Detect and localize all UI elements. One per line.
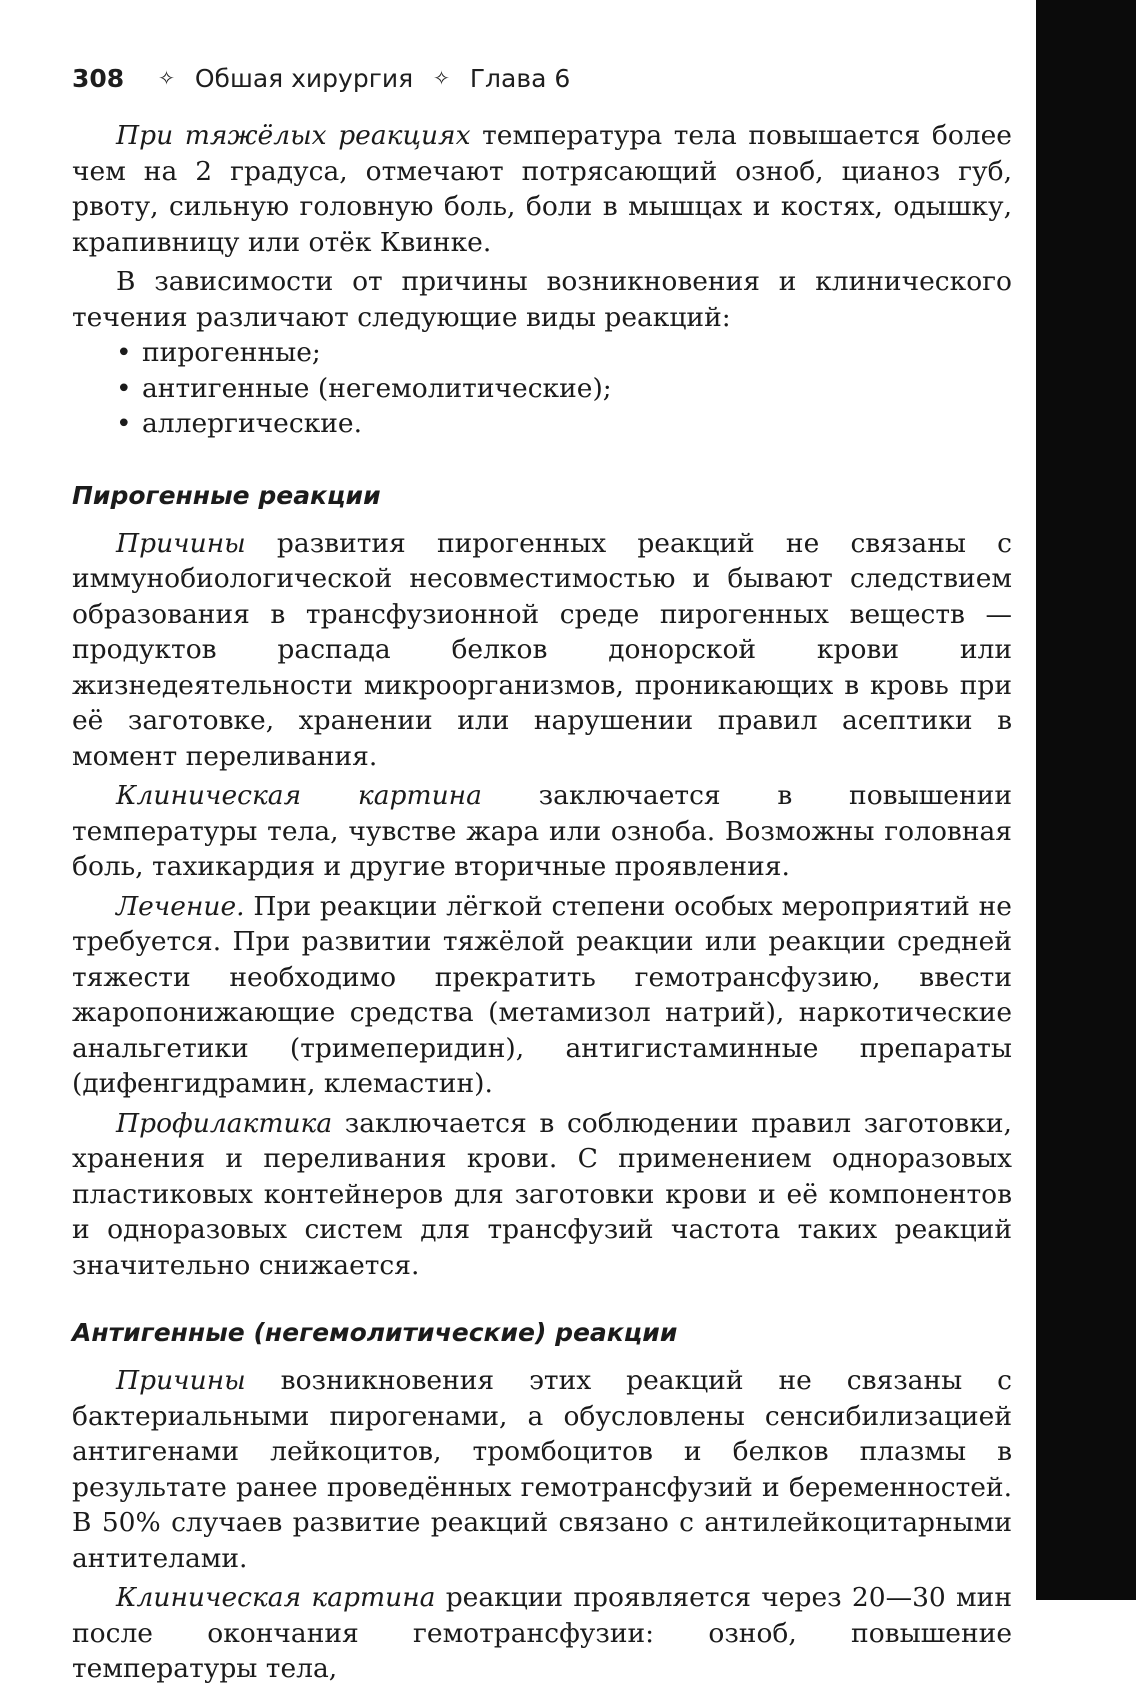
paragraph: Клиническая картина реакции проявляется через 20—30 мин после окончания гемотрансфузии: озноб, повышение температуры тела, (72, 1582, 1012, 1684)
page-body (72, 118, 1012, 1687)
reaction-types-list (72, 335, 1012, 442)
paragraph: При тяжёлых реакциях температура тела повышается более чем на 2 градуса, отмечают потрясающий озноб, цианоз губ, рвоту, сильную головную боль, боли в мышцах и костях, одышку, крапивницу или отёк Квинке. (72, 120, 1012, 258)
paragraph-lead: Клиническая картина (116, 780, 482, 811)
paragraph: Профилактика заключается в соблюдении правил заготовки, хранения и переливания крови. С применением одноразовых пластиковых контейнеров для заготовки крови и её компонентов и одноразовых систем для трансфузий частота таких реакций значительно снижается. (72, 1107, 1012, 1281)
scan-shadow-edge (1036, 0, 1136, 1600)
list-item: • пирогенные; (72, 335, 1012, 371)
paragraph: Лечение. При реакции лёгкой степени особых мероприятий не требуется. При развитии тяжёлой реакции или реакции средней тяжести необходимо прекратить гемотрансфузию, ввести жаропонижающие средства (метамизол натрий), наркотические анальгетики (тримеперидин), антигистаминные препараты (дифенгидрамин, клемастин). (72, 890, 1012, 1099)
paragraph-lead: Причины (116, 1365, 246, 1396)
paragraph-lead: Лечение. (116, 890, 245, 922)
list-item: • аллергические. (72, 406, 1012, 442)
paragraph: В зависимости от причины возникновения и клинического течения различают следующие виды реакций: (72, 266, 1012, 333)
paragraph: Причины возникновения этих реакций не связаны с бактериальными пирогенами, а обусловлены сенсибилизацией антигенами лейкоцитов, тромбоцитов и белков плазмы в результате ранее проведённых гемотрансфузий и беременностей. В 50% случаев развитие реакций связано с антилейкоцитарными антителами. (72, 1365, 1012, 1574)
paragraph-lead: Причины (116, 527, 246, 559)
chapter-label: Глава 6 (469, 64, 571, 93)
diamond-cross-icon: ✧ (158, 66, 175, 90)
page-number: 308 (72, 64, 125, 93)
paragraph-lead: Профилактика (116, 1107, 333, 1139)
book-title: Обшая хирургия (194, 64, 414, 93)
paragraph: Причины развития пирогенных реакций не связаны с иммунобиологической несовместимостью и бывают следствием образования в трансфузионной среде пирогенных веществ — продуктов распада белков донорской крови или жизнедеятельности микроорганизмов, проникающих в кровь при её заготовке, хранении или нарушении правил асептики в момент переливания. (72, 527, 1012, 772)
paragraph-lead: При тяжёлых реакциях (116, 120, 471, 151)
section-heading: Пирогенные реакции (72, 480, 381, 510)
running-header (72, 64, 570, 93)
paragraph-lead: Клиническая картина (116, 1582, 436, 1613)
section-heading: Антигенные (негемолитические) реакции (72, 1318, 678, 1347)
list-item: • антигенные (негемолитические); (72, 371, 1012, 407)
diamond-cross-icon: ✧ (433, 66, 450, 90)
paragraph: Клиническая картина заключается в повышении температуры тела, чувстве жара или озноба. Возможны головная боль, тахикардия и другие вторичные проявления. (72, 780, 1012, 882)
